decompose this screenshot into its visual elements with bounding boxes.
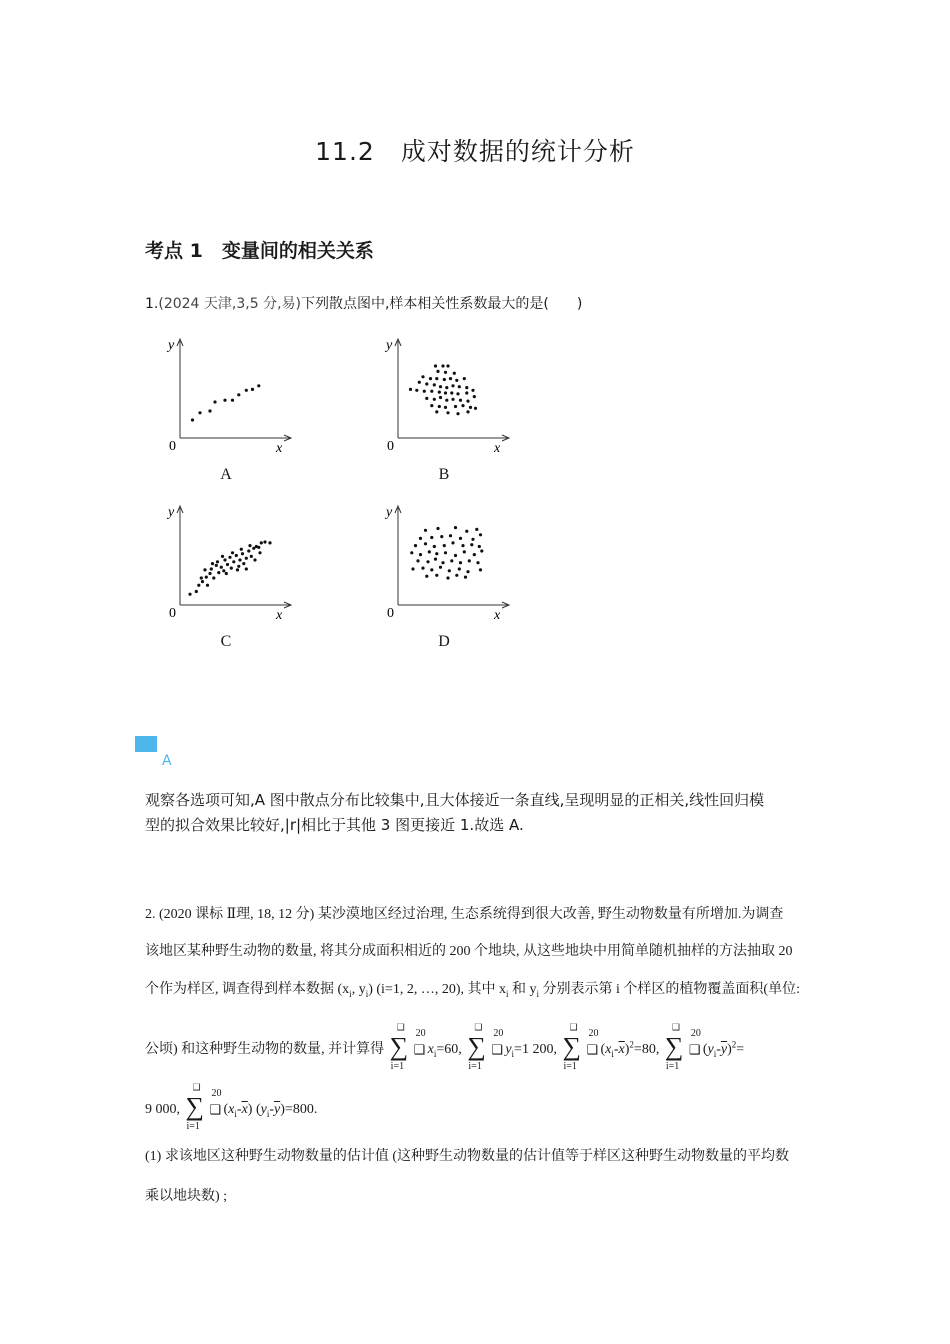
- data-point: [421, 375, 424, 378]
- data-point: [445, 399, 448, 402]
- data-point: [198, 411, 201, 414]
- sum-symbol: ❑ ∑ i=1: [389, 1022, 409, 1072]
- data-point: [260, 541, 263, 544]
- question-text: 下列散点图中,样本相关性系数最大的是( ): [300, 296, 583, 312]
- data-point: [208, 572, 211, 575]
- data-point: [419, 537, 422, 540]
- sum-symbol: ❑ ∑ i=1: [185, 1082, 205, 1132]
- data-point: [231, 399, 234, 402]
- data-point: [424, 529, 427, 532]
- data-point: [440, 535, 443, 538]
- data-point: [471, 538, 474, 541]
- data-point: [464, 576, 467, 579]
- data-point: [430, 536, 433, 539]
- data-point: [451, 398, 454, 401]
- scatter-plot-d: [378, 500, 513, 625]
- data-point: [466, 400, 469, 403]
- data-point: [430, 390, 433, 393]
- data-point: [454, 554, 457, 557]
- data-point: [433, 545, 436, 548]
- section-heading: 考点 1 变量间的相关关系: [145, 240, 374, 262]
- data-point: [245, 567, 248, 570]
- question-source: (2024 天津,3,5 分,易): [158, 296, 301, 312]
- data-point: [448, 569, 451, 572]
- data-point: [263, 540, 266, 543]
- data-point: [444, 551, 447, 554]
- data-point: [188, 593, 191, 596]
- data-point: [421, 567, 424, 570]
- data-point: [450, 559, 453, 562]
- data-point: [465, 391, 468, 394]
- data-point: [449, 377, 452, 380]
- data-point: [245, 389, 248, 392]
- plot-label-c: C: [220, 633, 232, 650]
- data-point: [478, 545, 481, 548]
- data-point: [438, 405, 441, 408]
- data-point: [237, 565, 240, 568]
- data-point: [439, 385, 442, 388]
- data-point: [466, 410, 469, 413]
- data-point: [430, 404, 433, 407]
- data-point: [458, 385, 461, 388]
- plot-label-a: A: [220, 466, 232, 483]
- data-point: [424, 542, 427, 545]
- sum-symbol: ❑ ∑ i=1: [467, 1022, 486, 1072]
- q2-line: 2. (2020 课标 Ⅱ理, 18, 12 分) 某沙漠地区经过治理, 生态系统得到很大改善, 野生动物数量有所增加.为调查: [145, 907, 784, 922]
- data-point: [470, 543, 473, 546]
- data-point: [471, 389, 474, 392]
- data-point: [222, 569, 225, 572]
- q2-formula-line: 9 000, ❑ ∑ i=1 20 ❑ $(x_i-\overline{x})$ $(y_i-\overline{y})=800$.: [145, 1082, 318, 1132]
- data-point: [210, 567, 213, 570]
- data-point: [461, 404, 464, 407]
- data-point: [435, 552, 438, 555]
- y-axis-label: y: [386, 338, 393, 353]
- data-point: [479, 533, 482, 536]
- data-point: [476, 561, 479, 564]
- data-point: [253, 558, 256, 561]
- data-point: [250, 555, 253, 558]
- data-point: [201, 580, 204, 583]
- x-axis-label: x: [276, 441, 283, 456]
- data-point: [409, 388, 412, 391]
- data-point: [220, 566, 223, 569]
- data-point: [465, 386, 468, 389]
- data-point: [257, 546, 260, 549]
- origin-label: 0: [387, 439, 394, 454]
- data-point: [444, 371, 447, 374]
- data-point: [423, 390, 426, 393]
- data-point: [430, 568, 433, 571]
- y-axis-label: y: [168, 338, 175, 353]
- data-point: [449, 534, 452, 537]
- data-point: [434, 558, 437, 561]
- data-point: [197, 584, 200, 587]
- data-point: [459, 561, 462, 564]
- question-1: [145, 293, 582, 313]
- data-point: [241, 552, 244, 555]
- data-point: [212, 576, 215, 579]
- data-point: [411, 567, 414, 570]
- origin-label: 0: [169, 439, 176, 454]
- data-point: [206, 584, 209, 587]
- data-point: [257, 384, 260, 387]
- plot-label-d: D: [438, 633, 450, 650]
- data-point: [439, 566, 442, 569]
- data-point: [439, 396, 442, 399]
- data-point: [247, 549, 250, 552]
- data-point: [426, 560, 429, 563]
- data-point: [459, 399, 462, 402]
- x-axis-label: x: [494, 608, 501, 623]
- data-point: [231, 551, 234, 554]
- origin-label: 0: [169, 606, 176, 621]
- data-point: [221, 555, 224, 558]
- data-point: [418, 381, 421, 384]
- data-point: [425, 382, 428, 385]
- data-point: [211, 562, 214, 565]
- data-point: [455, 574, 458, 577]
- data-point: [223, 558, 226, 561]
- data-point: [450, 391, 453, 394]
- data-point: [226, 563, 229, 566]
- data-point: [225, 572, 228, 575]
- data-point: [435, 377, 438, 380]
- data-point: [444, 391, 447, 394]
- data-point: [456, 412, 459, 415]
- explanation-line: 型的拟合效果比较好,|r|相比于其他 3 图更接近 1.故选 A.: [145, 816, 524, 834]
- data-point: [433, 383, 436, 386]
- data-point: [446, 411, 449, 414]
- data-point: [238, 558, 241, 561]
- data-point: [203, 568, 206, 571]
- data-point: [444, 406, 447, 409]
- data-point: [436, 527, 439, 530]
- data-point: [414, 544, 417, 547]
- data-point: [463, 377, 466, 380]
- data-point: [436, 370, 439, 373]
- data-point: [435, 410, 438, 413]
- data-point: [443, 544, 446, 547]
- q2-subquestion: 乘以地块数) ;: [145, 1189, 228, 1204]
- data-point: [230, 567, 233, 570]
- data-point: [458, 567, 461, 570]
- y-axis-label: y: [386, 505, 393, 520]
- data-point: [435, 574, 438, 577]
- page-title: 11.2 成对数据的统计分析: [315, 137, 635, 166]
- data-point: [419, 553, 422, 556]
- data-point: [473, 553, 476, 556]
- data-point: [223, 399, 226, 402]
- data-point: [474, 407, 477, 410]
- data-point: [480, 549, 483, 552]
- data-point: [451, 541, 454, 544]
- data-point: [242, 562, 245, 565]
- data-point: [438, 391, 441, 394]
- data-point: [200, 576, 203, 579]
- data-point: [469, 406, 472, 409]
- answer-letter: A: [162, 753, 172, 769]
- data-point: [441, 364, 444, 367]
- origin-label: 0: [387, 606, 394, 621]
- data-point: [446, 576, 449, 579]
- data-point: [456, 392, 459, 395]
- y-axis-label: y: [168, 505, 175, 520]
- data-point: [479, 568, 482, 571]
- scatter-plot-a: [160, 333, 295, 458]
- data-point: [434, 364, 437, 367]
- data-point: [459, 537, 462, 540]
- data-point: [195, 590, 198, 593]
- data-point: [258, 551, 261, 554]
- data-point: [466, 570, 469, 573]
- data-point: [429, 377, 432, 380]
- data-point: [245, 557, 248, 560]
- data-point: [248, 544, 251, 547]
- data-point: [451, 384, 454, 387]
- scatter-plot-b: [378, 333, 513, 458]
- data-point: [251, 388, 254, 391]
- data-point: [216, 560, 219, 563]
- data-point: [215, 564, 218, 567]
- data-point: [228, 556, 231, 559]
- data-point: [453, 372, 456, 375]
- data-point: [465, 530, 468, 533]
- data-point: [468, 559, 471, 562]
- question-number: 1.: [145, 296, 159, 312]
- data-point: [441, 561, 444, 564]
- data-point: [217, 571, 220, 574]
- scatter-plot-c: [160, 500, 295, 625]
- plot-label-b: B: [438, 466, 450, 483]
- data-point: [461, 544, 464, 547]
- data-point: [410, 551, 413, 554]
- data-point: [213, 400, 216, 403]
- data-point: [237, 393, 240, 396]
- answer-explanation: [145, 788, 810, 838]
- q2-line: 个作为样区, 调查得到样本数据 ($x_i$, $y_i$) (i=1, 2, …, 20), 其中 $x_i$ 和 $y_i$ 分别表示第 i 个样区的植物覆盖面积(单位:: [145, 982, 800, 999]
- answer-marker-icon: [135, 736, 157, 752]
- data-point: [463, 550, 466, 553]
- data-point: [268, 541, 271, 544]
- data-point: [205, 576, 208, 579]
- data-point: [475, 528, 478, 531]
- data-point: [446, 364, 449, 367]
- data-point: [416, 559, 419, 562]
- q2-line: 该地区某种野生动物的数量, 将其分成面积相近的 200 个地块, 从这些地块中用简单随机抽样的方法抽取 20: [145, 944, 793, 959]
- data-point: [454, 526, 457, 529]
- data-point: [455, 379, 458, 382]
- data-point: [454, 405, 457, 408]
- explanation-line: 观察各选项可知,A 图中散点分布比较集中,且大体接近一条直线,呈现明显的正相关,线性回归模: [145, 791, 765, 809]
- data-point: [473, 395, 476, 398]
- sum-symbol: ❑ ∑ i=1: [562, 1022, 581, 1072]
- data-point: [425, 397, 428, 400]
- q2-subquestion: (1) 求该地区这种野生动物数量的估计值 (这种野生动物数量的估计值等于样区这种野生动物数量的平均数: [145, 1149, 789, 1164]
- sum-symbol: ❑ ∑ i=1: [664, 1022, 684, 1072]
- q2-formula-line: 公顷) 和这种野生动物的数量, 并计算得 ❑ ∑ i=1 20 ❑ $x_i=60$, ❑ ∑ i=1 20 ❑ $y_i=1$ 200, ❑ ∑ i=1 20 ❑ $(x_i-\overline{x})^2=80$, ❑ ∑ i=1 20 ❑ $(y_i-\overline{y})^2=$: [145, 1022, 745, 1072]
- data-point: [240, 548, 243, 551]
- data-point: [208, 409, 211, 412]
- data-point: [235, 554, 238, 557]
- data-point: [415, 389, 418, 392]
- data-point: [443, 378, 446, 381]
- data-point: [445, 386, 448, 389]
- data-point: [433, 398, 436, 401]
- data-point: [428, 550, 431, 553]
- data-point: [191, 418, 194, 421]
- data-point: [232, 560, 235, 563]
- data-point: [236, 568, 239, 571]
- x-axis-label: x: [494, 441, 501, 456]
- data-point: [425, 575, 428, 578]
- x-axis-label: x: [276, 608, 283, 623]
